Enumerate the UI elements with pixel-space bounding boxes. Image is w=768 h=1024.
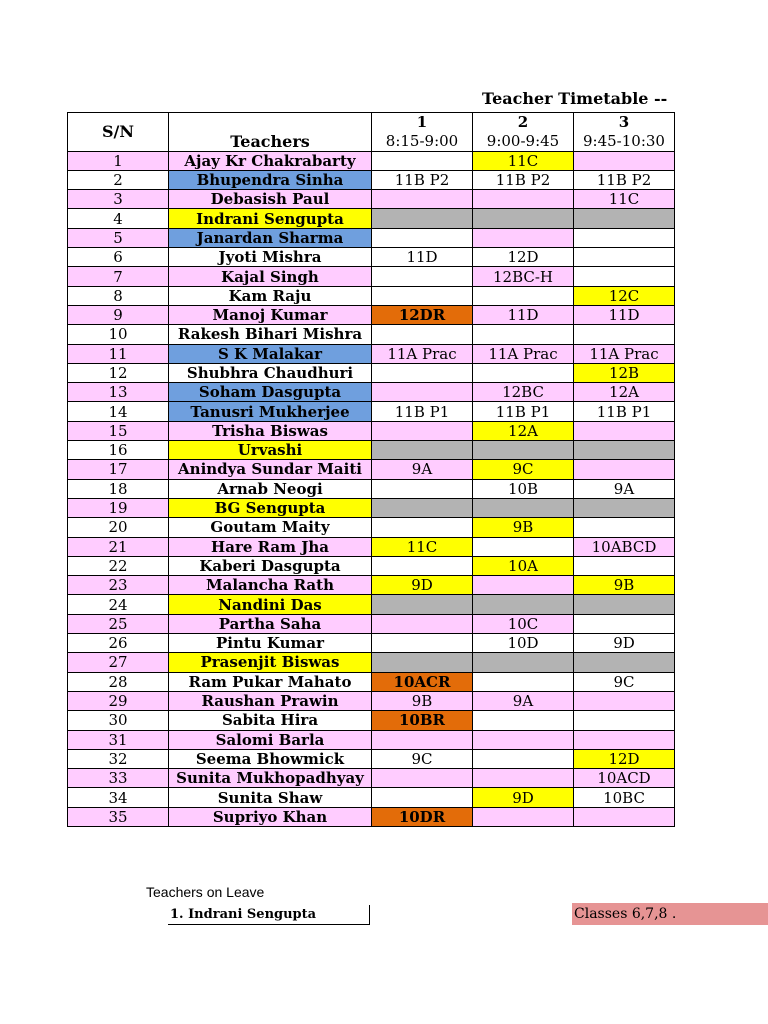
teacher-name: Supriyo Khan [169,807,372,826]
header-time-3: 9:45-10:30 [574,132,675,151]
table-row [68,209,675,228]
teacher-name: Raushan Prawin [169,691,372,710]
period-2-cell: 11B P1 [473,402,574,421]
period-2-cell: 9C [473,460,574,479]
period-2-cell: 11C [473,151,574,170]
period-1-cell [372,614,473,633]
table-row [68,190,675,209]
period-3-cell [574,421,675,440]
row-sn: 17 [68,460,169,479]
teacher-name: Goutam Maity [169,518,372,537]
teacher-name: Anindya Sundar Maiti [169,460,372,479]
row-sn: 21 [68,537,169,556]
leave-title: Teachers on Leave [146,884,265,900]
period-1-cell: 11A Prac [372,344,473,363]
period-3-cell [574,595,675,614]
period-1-cell: 10DR [372,807,473,826]
row-sn: 19 [68,498,169,517]
row-sn: 14 [68,402,169,421]
period-2-cell: 9B [473,518,574,537]
period-2-cell [473,749,574,768]
period-1-cell [372,228,473,247]
period-1-cell: 9A [372,460,473,479]
period-3-cell: 12A [574,383,675,402]
period-3-cell [574,248,675,267]
period-2-cell: 10A [473,556,574,575]
teacher-name: Nandini Das [169,595,372,614]
period-2-cell [473,228,574,247]
period-2-cell: 10D [473,634,574,653]
period-3-cell [574,498,675,517]
row-sn: 35 [68,807,169,826]
row-sn: 2 [68,170,169,189]
period-1-cell [372,363,473,382]
period-3-cell [574,209,675,228]
period-1-cell: 11C [372,537,473,556]
period-2-cell: 9A [473,691,574,710]
period-3-cell: 10ACD [574,769,675,788]
timetable-table [67,112,675,827]
teacher-name: Seema Bhowmick [169,749,372,768]
table-row [68,595,675,614]
period-2-cell [473,325,574,344]
period-2-cell [473,286,574,305]
period-1-cell [372,556,473,575]
row-sn: 22 [68,556,169,575]
header-period-2: 2 [473,113,574,132]
table-row [68,248,675,267]
period-3-cell: 11A Prac [574,344,675,363]
period-1-cell [372,151,473,170]
period-3-cell [574,267,675,286]
period-1-cell: 9B [372,691,473,710]
row-sn: 25 [68,614,169,633]
period-1-cell: 9D [372,576,473,595]
row-sn: 4 [68,209,169,228]
table-row [68,402,675,421]
teacher-name: Jyoti Mishra [169,248,372,267]
period-2-cell: 12D [473,248,574,267]
table-row [68,556,675,575]
period-1-cell: 9C [372,749,473,768]
period-2-cell: 10C [473,614,574,633]
period-1-cell [372,325,473,344]
period-2-cell [473,498,574,517]
teacher-name: Janardan Sharma [169,228,372,247]
header-teachers: Teachers [230,131,310,151]
table-row [68,460,675,479]
table-row [68,769,675,788]
header-time-1: 8:15-9:00 [372,132,473,151]
row-sn: 16 [68,441,169,460]
teacher-name: Indrani Sengupta [169,209,372,228]
row-sn: 31 [68,730,169,749]
period-3-cell: 10BC [574,788,675,807]
period-1-cell [372,286,473,305]
period-1-cell [372,595,473,614]
period-3-cell: 12C [574,286,675,305]
period-2-cell [473,537,574,556]
period-1-cell: 10ACR [372,672,473,691]
period-2-cell [473,441,574,460]
table-row [68,518,675,537]
period-1-cell [372,479,473,498]
teacher-name: Trisha Biswas [169,421,372,440]
period-3-cell: 9B [574,576,675,595]
period-2-cell [473,711,574,730]
period-2-cell [473,209,574,228]
table-row [68,421,675,440]
row-sn: 15 [68,421,169,440]
table-row [68,807,675,826]
teacher-name: Salomi Barla [169,730,372,749]
teacher-name: Hare Ram Jha [169,537,372,556]
teacher-name: Pintu Kumar [169,634,372,653]
period-1-cell: 11D [372,248,473,267]
header-sn: S/N [101,121,135,141]
teacher-name: Manoj Kumar [169,305,372,324]
teacher-name: Sabita Hira [169,711,372,730]
teacher-name: Kam Raju [169,286,372,305]
teacher-name: Bhupendra Sinha [169,170,372,189]
timetable-title: Teacher Timetable -- [482,89,668,108]
period-2-cell [473,576,574,595]
teacher-name: Ajay Kr Chakrabarty [169,151,372,170]
teacher-name: Kaberi Dasgupta [169,556,372,575]
period-2-cell [473,807,574,826]
period-3-cell [574,691,675,710]
header-period-1: 1 [372,113,473,132]
period-3-cell [574,441,675,460]
row-sn: 33 [68,769,169,788]
period-1-cell [372,209,473,228]
classes-note: Classes 6,7,8 . [572,903,768,925]
table-row [68,576,675,595]
period-1-cell [372,653,473,672]
period-1-cell [372,518,473,537]
period-3-cell [574,614,675,633]
period-2-cell: 11A Prac [473,344,574,363]
row-sn: 30 [68,711,169,730]
period-1-cell [372,267,473,286]
period-1-cell: 11B P2 [372,170,473,189]
row-sn: 28 [68,672,169,691]
period-2-cell: 9D [473,788,574,807]
period-2-cell [473,672,574,691]
table-row [68,344,675,363]
period-3-cell [574,653,675,672]
row-sn: 8 [68,286,169,305]
teacher-name: Partha Saha [169,614,372,633]
period-2-cell: 12BC [473,383,574,402]
period-1-cell [372,383,473,402]
teacher-name: Urvashi [169,441,372,460]
table-row [68,441,675,460]
row-sn: 12 [68,363,169,382]
table-row [68,730,675,749]
period-2-cell: 10B [473,479,574,498]
table-row [68,788,675,807]
period-2-cell [473,595,574,614]
period-3-cell: 12B [574,363,675,382]
table-row [68,286,675,305]
row-sn: 26 [68,634,169,653]
period-1-cell: 10BR [372,711,473,730]
period-2-cell: 12BC-H [473,267,574,286]
teacher-name: Prasenjit Biswas [169,653,372,672]
period-3-cell: 9D [574,634,675,653]
period-1-cell [372,441,473,460]
period-3-cell: 11B P1 [574,402,675,421]
teacher-name: BG Sengupta [169,498,372,517]
period-2-cell [473,190,574,209]
row-sn: 24 [68,595,169,614]
period-3-cell: 9C [574,672,675,691]
teacher-name: Soham Dasgupta [169,383,372,402]
period-3-cell: 11D [574,305,675,324]
period-1-cell [372,769,473,788]
period-2-cell [473,730,574,749]
period-3-cell: 10ABCD [574,537,675,556]
row-sn: 5 [68,228,169,247]
period-1-cell [372,634,473,653]
period-2-cell [473,769,574,788]
row-sn: 6 [68,248,169,267]
period-3-cell [574,556,675,575]
row-sn: 32 [68,749,169,768]
leave-item: 1. Indrani Sengupta [168,905,370,925]
period-3-cell: 11B P2 [574,170,675,189]
row-sn: 11 [68,344,169,363]
period-1-cell: 12DR [372,305,473,324]
table-row [68,305,675,324]
table-row [68,498,675,517]
teacher-name: S K Malakar [169,344,372,363]
period-3-cell [574,730,675,749]
row-sn: 34 [68,788,169,807]
table-row [68,363,675,382]
teacher-name: Kajal Singh [169,267,372,286]
row-sn: 1 [68,151,169,170]
row-sn: 29 [68,691,169,710]
row-sn: 9 [68,305,169,324]
teacher-name: Shubhra Chaudhuri [169,363,372,382]
row-sn: 13 [68,383,169,402]
table-row [68,228,675,247]
table-row [68,653,675,672]
table-row [68,691,675,710]
table-row [68,383,675,402]
period-3-cell [574,325,675,344]
period-3-cell: 12D [574,749,675,768]
period-3-cell [574,460,675,479]
period-2-cell: 11D [473,305,574,324]
period-3-cell: 11C [574,190,675,209]
header-period-3: 3 [574,113,675,132]
table-row [68,711,675,730]
teacher-name: Ram Pukar Mahato [169,672,372,691]
period-1-cell [372,421,473,440]
period-1-cell [372,190,473,209]
row-sn: 20 [68,518,169,537]
teacher-name: Sunita Mukhopadhyay [169,769,372,788]
row-sn: 23 [68,576,169,595]
period-2-cell [473,653,574,672]
teacher-name: Debasish Paul [169,190,372,209]
row-sn: 27 [68,653,169,672]
period-3-cell [574,711,675,730]
period-1-cell [372,788,473,807]
header-time-2: 9:00-9:45 [473,132,574,151]
teacher-name: Arnab Neogi [169,479,372,498]
table-row [68,749,675,768]
period-3-cell [574,807,675,826]
teacher-name: Malancha Rath [169,576,372,595]
period-3-cell [574,228,675,247]
table-row [68,537,675,556]
table-row [68,267,675,286]
row-sn: 10 [68,325,169,344]
table-row [68,170,675,189]
table-row [68,151,675,170]
period-2-cell: 12A [473,421,574,440]
table-row [68,634,675,653]
row-sn: 18 [68,479,169,498]
period-3-cell [574,151,675,170]
row-sn: 7 [68,267,169,286]
table-row [68,672,675,691]
table-row [68,479,675,498]
table-row [68,614,675,633]
teacher-name: Tanusri Mukherjee [169,402,372,421]
period-2-cell: 11B P2 [473,170,574,189]
period-1-cell [372,730,473,749]
table-row [68,325,675,344]
teacher-name: Rakesh Bihari Mishra [169,325,372,344]
period-2-cell [473,363,574,382]
period-3-cell [574,518,675,537]
row-sn: 3 [68,190,169,209]
header-row-numbers [68,113,675,132]
period-1-cell [372,498,473,517]
period-3-cell: 9A [574,479,675,498]
period-1-cell: 11B P1 [372,402,473,421]
teacher-name: Sunita Shaw [169,788,372,807]
